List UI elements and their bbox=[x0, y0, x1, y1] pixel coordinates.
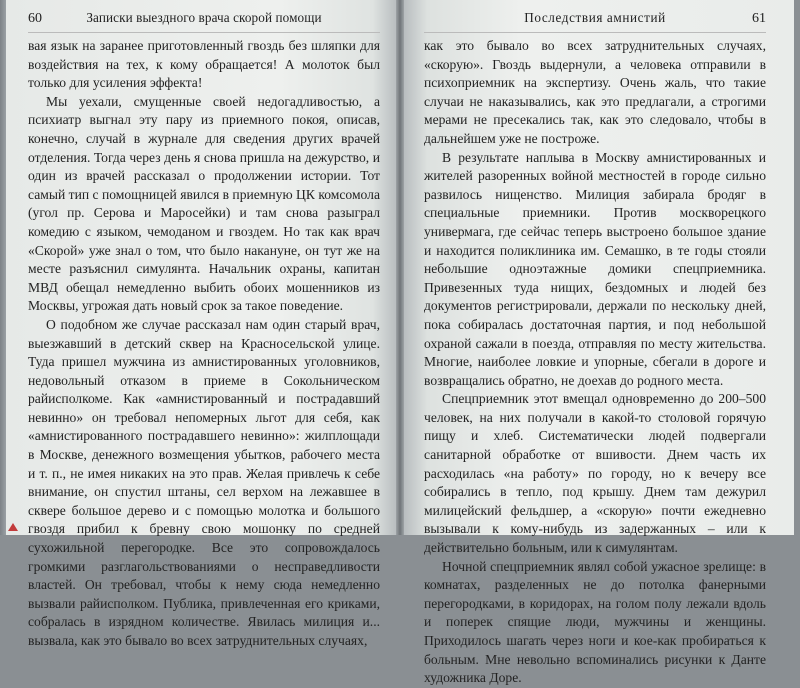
right-paragraph-1: как это бывало во всех затруднительных случаях, «скорую». Гвоздь выдернули, а человека отправили в психоприемник на экспертизу. Очень жаль, что такие случаи не наказывались, как это предлагали, а строгими мерами не пресекались так, как это следовало, чтобы в дальнейшем уже не построже. bbox=[424, 38, 766, 146]
right-running-title: Последствия амнистий bbox=[524, 10, 666, 25]
left-page bbox=[6, 0, 396, 648]
right-page-body bbox=[424, 37, 766, 688]
left-page-body bbox=[28, 37, 380, 651]
right-paragraph-2: В результате наплыва в Москву амнистированных и жителей разоренных войной местностей в городе сильно развилось нищенство. Милиция забирала бродяг в специальные приемники. Против москворецкого универмага, где сейчас теперь выстроено большое здание и находится поликлиника им. Семашко, в те годы стояли небольшие одноэтажные домики спецприемника. Привезенных туда нищих, бездомных и людей без документов регистрировали, держали по нескольку дней, пока собиралась достаточная партия, и под небольшой охраной сажали в поезда, отправляя по месту жительства. Многие, наиболее ловкие и упорные, сбегали в дороге и возвращались обратно, не доехав до родного места. bbox=[424, 149, 766, 388]
right-page-number: 61 bbox=[751, 11, 766, 26]
right-running-head bbox=[424, 10, 766, 33]
right-paragraph-3: Спецприемник этот вмещал одновременно до 200–500 человек, на них получали в какой-то столовой горячую пищу и хлеб. Систематически людей подвергали санитарной обработке от вшивости. Днем часть их расходилась «на работу» по городу, но к вечеру все собирались в тепло, под крышу. Днем там дежурил милицейский фельдшер, а «скорую» почти ежедневно вызывали к кому-нибудь из задержанных – или к действительно больным, или к симулянтам. bbox=[424, 391, 766, 556]
left-page-number: 60 bbox=[28, 11, 42, 26]
left-paragraph-1: вая язык на заранее приготовленный гвоздь без шляпки для воздействия на тех, к кому обращается! А молоток был только для усиления эффекта! bbox=[28, 38, 380, 91]
book-gutter bbox=[396, 0, 404, 535]
left-running-title: Записки выездного врача скорой помощи bbox=[86, 10, 322, 25]
page-corner-mark-icon bbox=[8, 523, 18, 531]
right-page bbox=[404, 0, 794, 686]
left-running-head bbox=[28, 10, 380, 33]
left-paragraph-2: Мы уехали, смущенные своей недогадливостью, а психиатр выгнал эту пару из приемного покоя, описав, конечно, случай в журнале для сведения других врачей отделения. Тогда через день я снова пришла на дежурство, и один из врачей рассказал о продолжении истории. Тот самый тип с помощницей явился в приемную ЦК комсомола (угол пр. Серова и Маросейки) и там снова разыграл комедию с языком, чемоданом и гвоздем. Но так как врач «Скорой» уже знал о том, что было накануне, он тут же на месте разъяснил симулянта. Начальник охраны, капитан МВД обещал немедленно выбить обоих мошенников из Москвы, угрожая дать новый срок за такое поведение. bbox=[28, 93, 380, 314]
right-paragraph-4: Ночной спецприемник являл собой ужасное зрелище: в комнатах, разделенных не до потолка фанерными перегородками, в коридорах, на голом полу лежали вдоль и поперек спящие люди, мужчины и женщины. Приходилось шагать через ноги и кое-как пробираться к больным. Мне невольно вспоминались рисунки к Данте художника Доре. bbox=[424, 558, 766, 686]
left-paragraph-3: О подобном же случае рассказал нам один старый врач, выезжавший в детский сквер на Красносельской улице. Туда пришел мужчина из амнистированных уголовников, недовольный отказом в приеме в Сокольническом райисполкоме. Как «амнистированный и пострадавший невинно» он требовал непомерных льгот для себя, как «амнистированного пострадавшего невинно»: жилплощади в Москве, денежного возмещения убытков, рабочего места и т. п., не имея никаких на это прав. Желая привлечь к себе внимание, он спустил штаны, сел верхом на лежавшее в сквере большое дерево и с помощью молотка и большого гвоздя прибил к бревну свою мошонку по средней сухожильной перегородке. Все это сопровождалось громкими разглагольствованиями о несправедливости властей. Он требовал, чтобы к нему сюда немедленно вызвали райисполком. Публика, привлеченная его криками, собралась в изрядном количестве. Явилась милиция и... вызвала, как это бывало во всех затруднительных случаях, bbox=[28, 316, 380, 648]
